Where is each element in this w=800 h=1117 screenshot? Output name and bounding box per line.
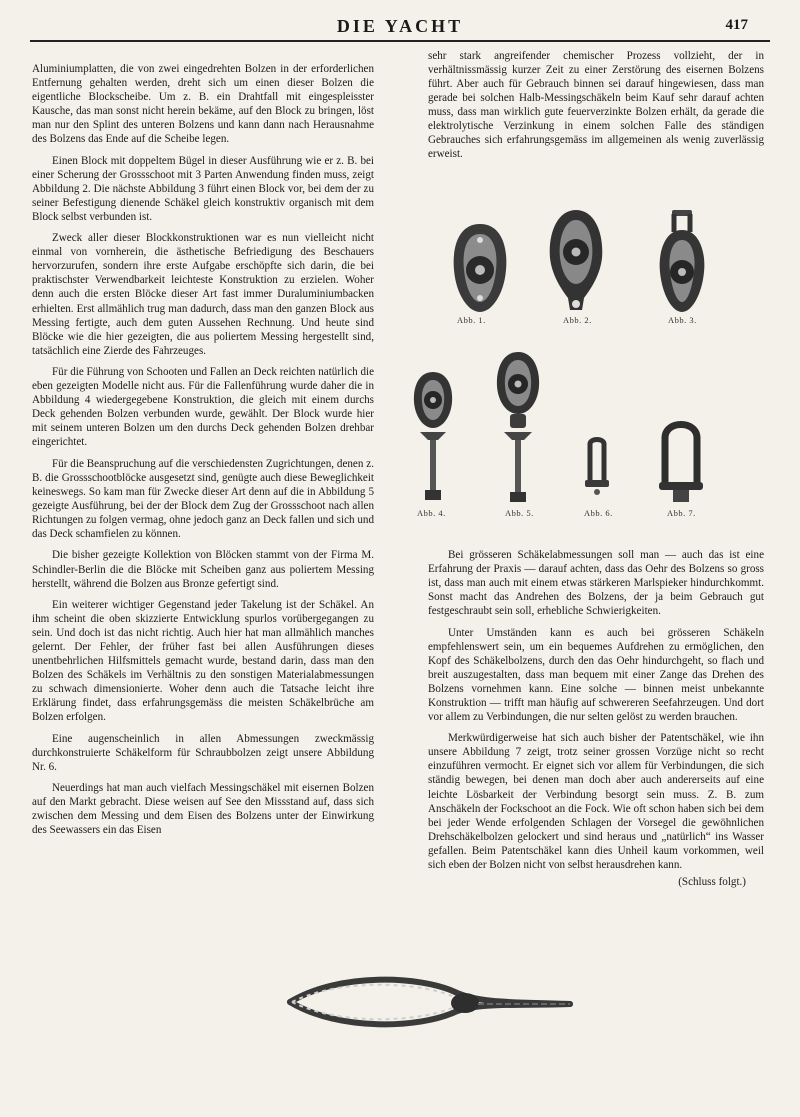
shackle-illustration-abb6 bbox=[582, 436, 612, 496]
page-number: 417 bbox=[725, 17, 748, 33]
paragraph: sehr stark angreifender chemischer Prozess vollzieht, der in verhältnissmässig kurzer Zeit zu einer Zerstörung des eisernen Bolzens führt. Aber auch für Gebrauch binnen sei darauf hingewiesen, dass man gerade bei solchen Halb-Messingschäkeln beim Kauf sehr darauf achten muss, dass man wirklich gute feuerverzinkte Bolzen erhält, da gerade die elektrolytische Verzinkung in einem solchen Falle des ständigen Gebrauches sich erfahrungsgemäss im allgemeinen als wenig zuverlässig erweist. bbox=[428, 50, 764, 161]
right-column-top bbox=[428, 49, 764, 169]
figure-caption: Abb. 6. bbox=[584, 508, 613, 518]
paragraph: Eine augenscheinlich in allen Abmessungen zweckmässig durchkonstruierte Schäkelform für Schraubbolzen zeigt unsere Abbildung Nr. 6. bbox=[32, 732, 374, 773]
block-illustration-abb1 bbox=[440, 218, 520, 318]
paragraph: Unter Umständen kann es auch bei grösseren Schäkeln empfehlenswert sein, um ein bequemes Aufdrehen zu ermöglichen, den Kopf des Schäkelbolzens, durch den das Oehr hindurchgeht, so flach und breit auszugestalten, dass man bequem mit einer Zange das Drehen des Bolzens vornehmen kann. Eine solche — binnen meist unbekannte Konstruktion — trifft man häufig auf schwereren Seefahrzeugen. Und dort vor allem zu Verbindungen, die nur selten gelöst zu werden brauchen. bbox=[428, 626, 764, 723]
figure-caption: Abb. 5. bbox=[505, 508, 534, 518]
paragraph: Neuerdings hat man auch vielfach Messingschäkel mit eisernen Bolzen auf den Markt gebracht. Diese weisen auf See den Missstand auf, dass sich zwischen dem Messing und dem Eisen des Bolzens unter der Einwirkung des Seewassers ein das Eisen bbox=[32, 782, 374, 837]
paragraph: Bei grösseren Schäkelabmessungen soll man — auch das ist eine Erfahrung der Praxis — darauf achten, dass das Oehr des Bolzens so gross ist, dass man auch mit einem etwas stärkeren Marlspieker hindurchkommt. Sonst macht das Andrehen des Bolzens, der ja beim Gebrauch gut festgeschraubt sein soll, erhebliche Schwierigkeiten. bbox=[428, 549, 764, 618]
paragraph: Merkwürdigerweise hat sich auch bisher der Patentschäkel, wie ihn unsere Abbildung 7 zeigt, trotz seiner grossen Vorzüge nicht so recht einzuführen vermocht. Er eignet sich vor allem für Verbindungen, die sich ständig bewegen, bei denen man doch aber auch andererseits auf eine leichte Lösbarkeit der Verbindung besorgt sein muss. Z. B. zum Anschäkeln der Fockschoot an die Fock. Wie oft schon haben sich bei dem bei jeder Wende erfolgenden Schlagen der Vorsegel die gewöhnlichen Drehschäkelbolzen gelockert und sind heraus und „natürlich“ ins Wasser gefallen. Beim Patentschäkel kann dies Unheil kaum vorkommen, weil sich eben der Bolzen nicht von selbst herausdrehen kann. bbox=[428, 732, 764, 871]
rope-vignette-icon bbox=[280, 962, 580, 1042]
paragraph: Ein weiterer wichtiger Gegenstand jeder Takelung ist der Schäkel. An ihm scheint die oben skizzierte Entwicklung spurlos vorübergegangen zu sein. Und doch ist das nicht richtig. Auch hier hat man allmählich manches gelernt. Der Fehler, der früher fast bei allen Ausführungen dieses unentbehrlichen Hilfsmittels gemacht wurde, bestand darin, dass man den Bolzen des Schäkels im Verhältnis zu den sonstigen Materialabmessungen zu schwach dimensionierte. Woher denn auch die Tatsache leicht ihre Erklärung findet, dass erfahrungsgemäss die meisten Schäkelbrüche am Bolzen erfolgen. bbox=[32, 598, 374, 724]
paragraph: Für die Beanspruchung auf die verschiedensten Zugrichtungen, denen z. B. die Grossschootblöcke ausgesetzt sind, genügte auch diese Beweglichkeit keineswegs. So kam man für Zwecke dieser Art denn auf die in Abbildung 5 gezeigte Ausführung, bei der der Block dem Zug der Grossschoot nach allen Richtungen zu folgen vermag, ohne jedoch ganz an Deck fallen und sich und das Deck schamfielen zu können. bbox=[32, 457, 374, 541]
paragraph: Die bisher gezeigte Kollektion von Blöcken stammt von der Firma M. Schindler-Berlin die die Blöcke mit Scheiben ganz aus poliertem Messing herstellt, während die Bolzen aus Bronze gefertigt sind. bbox=[32, 549, 374, 590]
paragraph: Für die Führung von Schooten und Fallen an Deck reichten natürlich die eben gezeigten Modelle nicht aus. Für die Fallenführung wurde daher die in Abbildung 4 wiedergegebene Konstruktion, die gleich mit einem durchs Deck gehenden Bolzen verbunden wurde, gewählt. Der Block wurde hier mit seinem unteren Bolzen um den durchs Deck gehenden Bolzen drehbar eingerichtet. bbox=[32, 366, 374, 449]
to-be-continued-note: (Schluss folgt.) bbox=[678, 876, 746, 889]
running-title: DIE YACHT bbox=[336, 16, 464, 36]
block-illustration-abb3 bbox=[650, 208, 714, 318]
paragraph: Zweck aller dieser Blockkonstruktionen war es nun vielleicht nicht einmal von vornherein, die ästhetische Befriedigung des Beschauers hervorzurufen, sondern ihre erste Aufgabe erschöpfte sich darin, die bei praktischster Verwendbarkeit leichteste Konstruktion zu erzielen. Woher denn auch die ersten Blöcke dieser Art fast immer Duraluminiumbacken erhielten. Erst allmählich trug man dadurch, dass man den ganzen Block aus Messing fertigte, auch dem guten Aussehen Rechnung. Und heute sind Blöcke wie die hier gezeigten, die aus poliertem Messing hergestellt sind, tatsächlich eine Zierde des Fahrzeuges. bbox=[32, 232, 374, 357]
patent-shackle-illustration-abb7 bbox=[655, 418, 707, 506]
paragraph: Aluminiumplatten, die von zwei eingedrehten Bolzen in der erforderlichen Entfernung gehalten werden, dreht sich um einen dieser Bolzen die eigentliche Blockscheibe. Um z. B. ein Drahtfall mit eingespleisster Kausche, das man sonst nicht herein bekäme, auf den Block zu bringen, löst man nur den Splint des unteren Bolzens und kann dann nach Herausnahme des Bolzens das Ende auf die Scheibe legen. bbox=[32, 63, 374, 146]
left-column bbox=[32, 62, 374, 845]
paragraph: Einen Block mit doppeltem Bügel in dieser Ausführung wie er z. B. bei einer Scherung der Grossschoot mit 3 Parten Anwendung finden muss, zeigt Abbildung 2. Die nächste Abbildung 3 führt einen Block vor, bei dem der zu seiner Befestigung dienende Schäkel gleich konstruktiv organisch mit dem Block selbst verbunden ist. bbox=[32, 154, 374, 223]
deck-block-illustration-abb4 bbox=[408, 370, 458, 505]
figure-caption: Abb. 1. bbox=[457, 315, 486, 325]
figure-caption: Abb. 4. bbox=[417, 508, 446, 518]
header-rule bbox=[30, 40, 770, 42]
swivel-block-illustration-abb5 bbox=[490, 350, 546, 505]
right-column-bottom bbox=[428, 548, 764, 897]
block-illustration-abb2 bbox=[540, 206, 612, 316]
figure-caption: Abb. 7. bbox=[667, 508, 696, 518]
figure-caption: Abb. 3. bbox=[668, 315, 697, 325]
figure-caption: Abb. 2. bbox=[563, 315, 592, 325]
